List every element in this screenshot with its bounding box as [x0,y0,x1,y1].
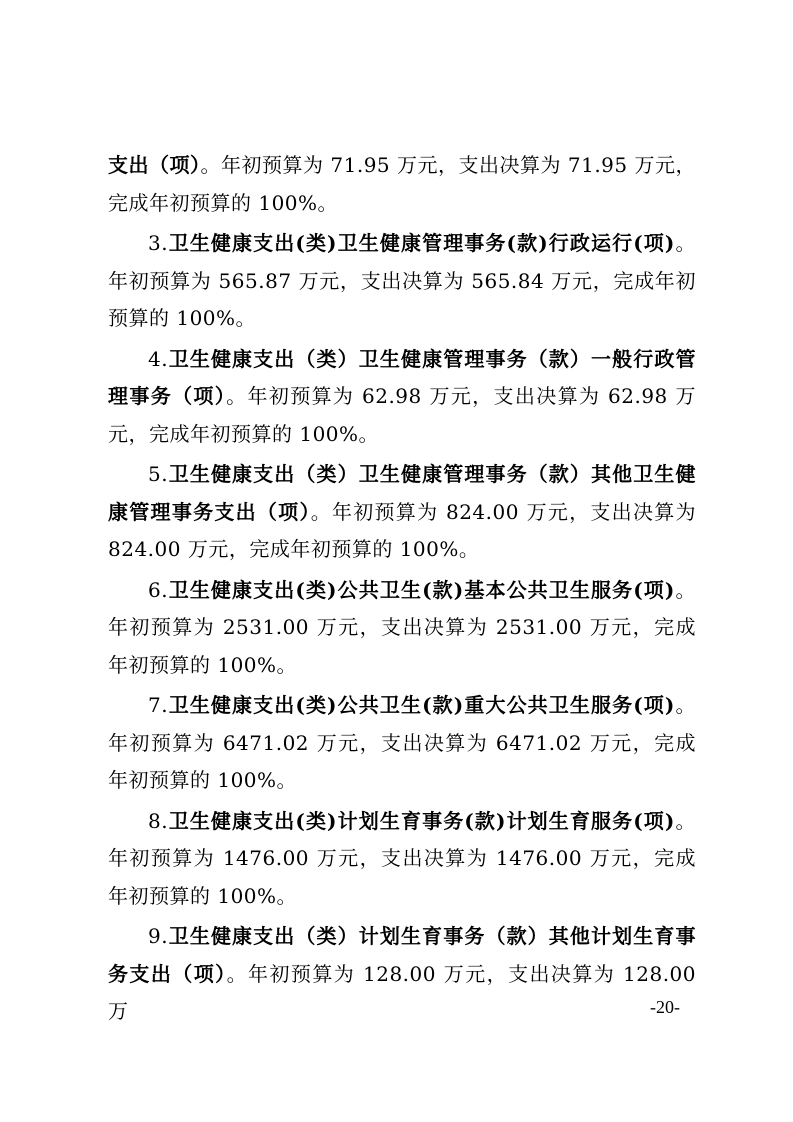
paragraph-text: 。年初预算为 6471.02 万元，支出决算为 6471.02 万元，完成年初预算的 100%。 [108,693,697,792]
paragraph-text: 。年初预算为 824.00 万元，支出决算为 824.00 万元，完成年初预算的 100%。 [108,499,696,561]
document-body [108,147,696,1034]
paragraph-item-2-continued [108,147,696,222]
paragraph-item-5 [108,456,696,569]
paragraph-item-9 [108,918,696,1031]
paragraph-heading: 卫生健康支出（类）卫生健康管理事务（款）其他卫生健康管理事务支出（项） [108,462,696,524]
paragraph-text: 。年初预算为 71.95 万元，支出决算为 71.95 万元，完成年初预算的 100%。 [108,153,696,215]
paragraph-text: 。年初预算为 128.00 万元，支出决算为 128.00 万 [108,961,696,1023]
item-number: 7. [148,693,169,717]
paragraph-item-8 [108,803,696,916]
paragraph-text: 。年初预算为 2531.00 万元，支出决算为 2531.00 万元，完成年初预算的 100%。 [108,577,697,677]
paragraph-heading: 支出（项） [108,153,201,177]
paragraph-text: 。年初预算为 1476.00 万元，支出决算为 1476.00 万元，完成年初预算的 100%。 [108,808,697,908]
page-number: -20- [650,997,680,1017]
paragraph-heading: 卫生健康支出(类)计划生育事务(款)计划生育服务(项) [168,808,675,833]
item-number: 8. [148,808,169,833]
paragraph-item-4 [108,341,696,454]
item-number: 4. [148,346,169,371]
paragraph-heading: 卫生健康支出（类）卫生健康管理事务（款）一般行政管理事务（项） [108,346,696,408]
paragraph-item-6 [108,572,696,685]
paragraph-item-3 [108,225,696,338]
item-number: 6. [148,577,169,602]
item-number: 9. [148,924,169,948]
paragraph-text: 。年初预算为 62.98 万元，支出决算为 62.98 万元，完成年初预算的 100%。 [108,384,696,446]
paragraph-heading: 卫生健康支出（类）计划生育事务（款）其他计划生育事务支出（项） [108,924,696,986]
paragraph-text: 。年初预算为 565.87 万元，支出决算为 565.84 万元，完成年初预算的 100%。 [108,231,697,330]
paragraph-heading: 卫生健康支出(类)卫生健康管理事务(款)行政运行(项) [168,231,675,255]
paragraph-heading: 卫生健康支出(类)公共卫生(款)重大公共卫生服务(项) [168,693,675,717]
paragraph-item-7 [108,687,696,800]
paragraph-heading: 卫生健康支出(类)公共卫生(款)基本公共卫生服务(项) [168,577,675,602]
item-number: 5. [148,462,169,486]
item-number: 3. [148,231,169,255]
